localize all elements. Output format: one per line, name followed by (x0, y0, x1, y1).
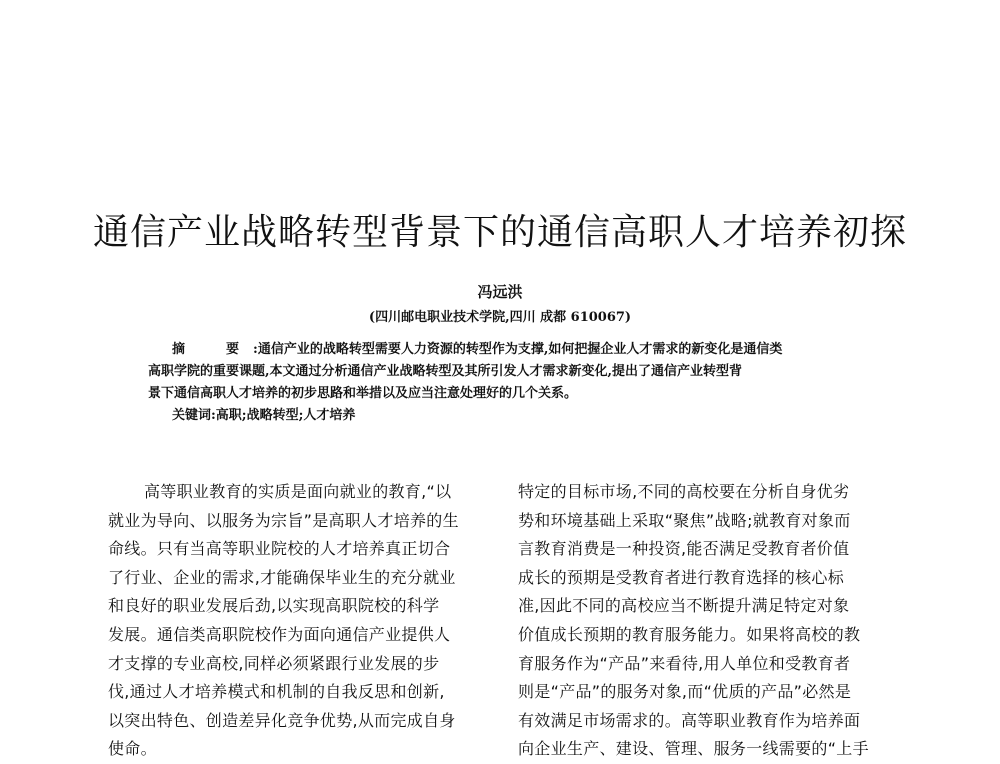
body-line: 价值成长预期的教育服务能力。如果将高校的教 (518, 624, 861, 644)
body-line: 了行业、企业的需求,才能确保毕业生的充分就业 (108, 567, 456, 587)
body-line: 发展。通信类高职院校作为面向通信产业提供人 (108, 624, 451, 644)
body-column-left (108, 478, 498, 764)
body-line: 向企业生产、建设、管理、服务一线需要的“上手 (518, 739, 869, 759)
body-line: 则是“产品”的服务对象,而“优质的产品”必然是 (518, 682, 852, 702)
author-affiliation: (四川邮电职业技术学院,四川 成都 610067) (368, 310, 632, 325)
body-line: 伐,通过人才培养模式和机制的自我反思和创新, (108, 682, 445, 702)
body-line: 命线。只有当高等职业院校的人才培养真正切合 (108, 539, 451, 559)
body-line: 有效满足市场需求的。高等职业教育作为培养面 (518, 710, 861, 730)
body-line: 特定的目标市场,不同的高校要在分析自身优劣 (518, 482, 850, 501)
body-line: 以突出特色、创造差异化竞争优势,从而完成自身 (108, 710, 456, 730)
author-name: 冯远洪 (477, 283, 523, 301)
body-line: 势和环境基础上采取“聚焦”战略;就教育对象而 (518, 510, 851, 530)
body-line: 使命。 (108, 739, 157, 759)
body-line: 和良好的职业发展后劲,以实现高职院校的科学 (108, 596, 440, 616)
body-line: 准,因此不同的高校应当不断提升满足特定对象 (518, 596, 850, 616)
abstract-line: 高职学院的重要课题,本文通过分析通信产业战略转型及其所引发人才需求新变化,提出了通信产业转型背 (148, 364, 743, 379)
keywords-line: 关键词:高职;战略转型;人才培养 (172, 408, 356, 423)
abstract-label: 摘 要 (172, 342, 254, 357)
body-column-right (518, 478, 908, 764)
paper-title: 通信产业战略转型背景下的通信高职人才培养初探 (92, 212, 907, 253)
abstract-line (148, 339, 868, 361)
body-line: 就业为导向、以服务为宗旨”是高职人才培养的生 (108, 510, 459, 530)
body-line: 高等职业教育的实质是面向就业的教育,“以 (144, 482, 452, 501)
abstract-block (148, 339, 868, 427)
body-line: 成长的预期是受教育者进行教育选择的核心标 (518, 567, 845, 587)
body-line: 才支撑的专业高校,同样必须紧跟行业发展的步 (108, 653, 440, 673)
body-line: 言教育消费是一种投资,能否满足受教育者价值 (518, 539, 850, 559)
abstract-line: 景下通信高职人才培养的初步思路和举措以及应当注意处理好的几个关系。 (148, 386, 578, 401)
abstract-text: :通信产业的战略转型需要人力资源的转型作为支撑,如何把握企业人才需求的新变化是通信类 (253, 342, 783, 357)
body-line: 育服务作为“产品”来看待,用人单位和受教育者 (518, 653, 851, 673)
